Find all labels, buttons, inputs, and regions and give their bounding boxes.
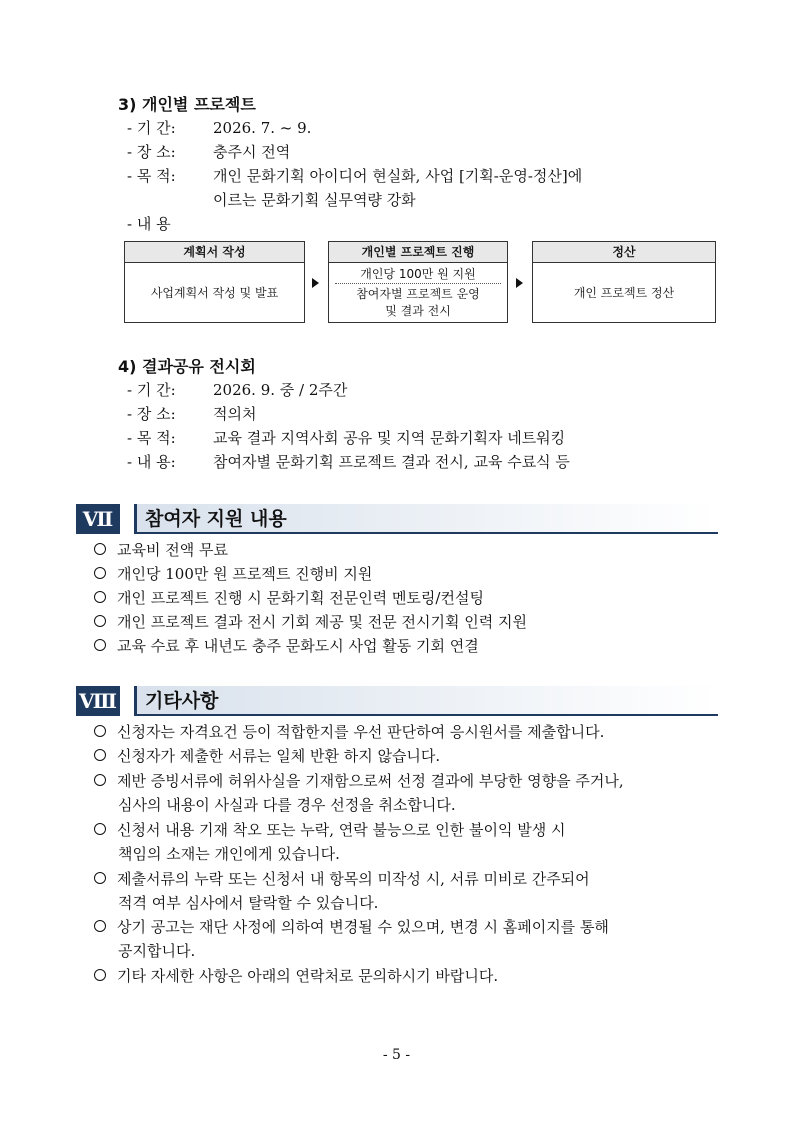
row-label: - 장 소: xyxy=(127,405,176,423)
row-value: 적의처 xyxy=(213,405,257,423)
chapter-7-number: Ⅶ xyxy=(76,504,120,534)
circle-bullet-icon xyxy=(94,639,106,651)
list-item xyxy=(94,562,372,586)
sec4-row-purpose xyxy=(127,428,565,448)
sec3-row-content xyxy=(127,214,213,234)
list-item-text: 제출서류의 누락 또는 신청서 내 항목의 미작성 시, 서류 미비로 간주되어 xyxy=(117,870,590,888)
sec4-row-period xyxy=(127,380,347,400)
flow-step-progress xyxy=(328,241,508,323)
flow-step-head: 계획서 작성 xyxy=(125,242,304,263)
flow-step-body: 참여자별 프로젝트 운영 xyxy=(356,287,480,301)
section-3-title: 3) 개인별 프로젝트 xyxy=(118,95,256,114)
row-label: - 목 적: xyxy=(127,167,176,185)
list-item xyxy=(94,538,228,562)
row-value: 개인 문화기획 아이디어 현실화, 사업 [기획-운영-정산]에 xyxy=(213,167,583,185)
flow-step-plan xyxy=(124,241,305,323)
chapter-7-header xyxy=(134,504,718,534)
flow-step-head: 정산 xyxy=(533,242,715,263)
list-item xyxy=(94,744,440,768)
list-item-text: 개인당 100만 원 프로젝트 진행비 지원 xyxy=(117,565,373,583)
row-value: 2026. 9. 중 / 2주간 xyxy=(213,381,348,399)
list-item xyxy=(94,915,609,939)
page-number: - 5 - xyxy=(382,1047,411,1063)
flow-step-body: 및 결과 전시 xyxy=(385,304,451,318)
chapter-8-title: 기타사항 xyxy=(145,690,219,712)
list-item xyxy=(94,720,604,744)
circle-bullet-icon xyxy=(94,543,106,555)
row-label: - 기 간: xyxy=(127,119,176,137)
list-item-text: 신청서 내용 기재 착오 또는 누락, 연락 불능으로 인한 불이익 발생 시 xyxy=(117,821,566,839)
row-value: 충주시 전역 xyxy=(213,143,291,161)
sec4-row-place xyxy=(127,404,256,424)
chapter-8-number: Ⅷ xyxy=(76,686,120,716)
chapter-7-title: 참여자 지원 내용 xyxy=(145,508,287,530)
sec4-row-content xyxy=(127,452,570,472)
circle-bullet-icon xyxy=(94,725,106,737)
flow-arrow-icon xyxy=(312,278,319,288)
list-item xyxy=(94,867,590,891)
list-item-text: 개인 프로젝트 결과 전시 기회 제공 및 전문 전시기획 인력 지원 xyxy=(117,613,527,631)
sec3-row-purpose-cont xyxy=(127,190,416,210)
list-item-text: 교육비 전액 무료 xyxy=(117,541,228,559)
list-item xyxy=(94,586,484,610)
list-item xyxy=(94,818,565,842)
row-value: 2026. 7. ~ 9. xyxy=(213,119,312,137)
circle-bullet-icon xyxy=(94,920,106,932)
sec3-row-purpose xyxy=(127,166,582,186)
row-label: - 기 간: xyxy=(127,381,176,399)
row-value: 참여자별 문화기획 프로젝트 결과 전시, 교육 수료식 등 xyxy=(213,453,570,471)
list-item-continuation: 공지합니다. xyxy=(118,942,196,960)
flow-arrow-icon xyxy=(516,278,523,288)
circle-bullet-icon xyxy=(94,615,106,627)
row-label: - 내 용 xyxy=(127,215,171,233)
list-item xyxy=(94,634,479,658)
circle-bullet-icon xyxy=(94,872,106,884)
flow-step-head: 개인별 프로젝트 진행 xyxy=(329,242,507,263)
sec3-row-period xyxy=(127,118,311,138)
list-item-continuation: 적격 여부 심사에서 탈락할 수 있습니다. xyxy=(118,894,379,912)
list-item-text: 개인 프로젝트 진행 시 문화기획 전문인력 멘토링/컨설팅 xyxy=(117,589,484,607)
row-value: 이르는 문화기획 실무역량 강화 xyxy=(213,191,416,209)
list-item-text: 기타 자세한 사항은 아래의 연락처로 문의하시기 바랍니다. xyxy=(117,967,499,985)
list-item-continuation: 책임의 소재는 개인에게 있습니다. xyxy=(118,845,340,863)
list-item-text: 교육 수료 후 내년도 충주 문화도시 사업 활동 기회 연결 xyxy=(117,637,479,655)
chapter-8-header xyxy=(134,686,718,716)
flow-step-settle xyxy=(532,241,716,323)
list-item-continuation: 심사의 내용이 사실과 다를 경우 선정을 취소합니다. xyxy=(118,796,456,814)
list-item xyxy=(94,769,624,793)
flow-step-body: 사업계획서 작성 및 발표 xyxy=(150,286,279,300)
list-item-text: 제반 증빙서류에 허위사실을 기재함으로써 선정 결과에 부당한 영향을 주거나, xyxy=(117,772,624,790)
circle-bullet-icon xyxy=(94,823,106,835)
list-item-text: 신청자는 자격요건 등이 적합한지를 우선 판단하여 응시원서를 제출합니다. xyxy=(117,723,605,741)
circle-bullet-icon xyxy=(94,774,106,786)
circle-bullet-icon xyxy=(94,969,106,981)
row-label: - 목 적: xyxy=(127,429,176,447)
sec3-row-place xyxy=(127,142,290,162)
list-item-text: 신청자가 제출한 서류는 일체 반환 하지 않습니다. xyxy=(117,747,441,765)
row-label: - 장 소: xyxy=(127,143,176,161)
flow-step-body: 개인 프로젝트 정산 xyxy=(573,286,675,300)
row-label: - 내 용: xyxy=(127,453,176,471)
row-value: 교육 결과 지역사회 공유 및 지역 문화기획자 네트워킹 xyxy=(213,429,566,447)
section-4-title: 4) 결과공유 전시회 xyxy=(118,357,256,376)
list-item xyxy=(94,610,527,634)
circle-bullet-icon xyxy=(94,591,106,603)
flow-step-body: 개인당 100만 원 지원 xyxy=(335,263,501,284)
list-item-text: 상기 공고는 재단 사정에 의하여 변경될 수 있으며, 변경 시 홈페이지를 통해 xyxy=(117,918,609,936)
circle-bullet-icon xyxy=(94,567,106,579)
list-item xyxy=(94,964,498,988)
circle-bullet-icon xyxy=(94,749,106,761)
